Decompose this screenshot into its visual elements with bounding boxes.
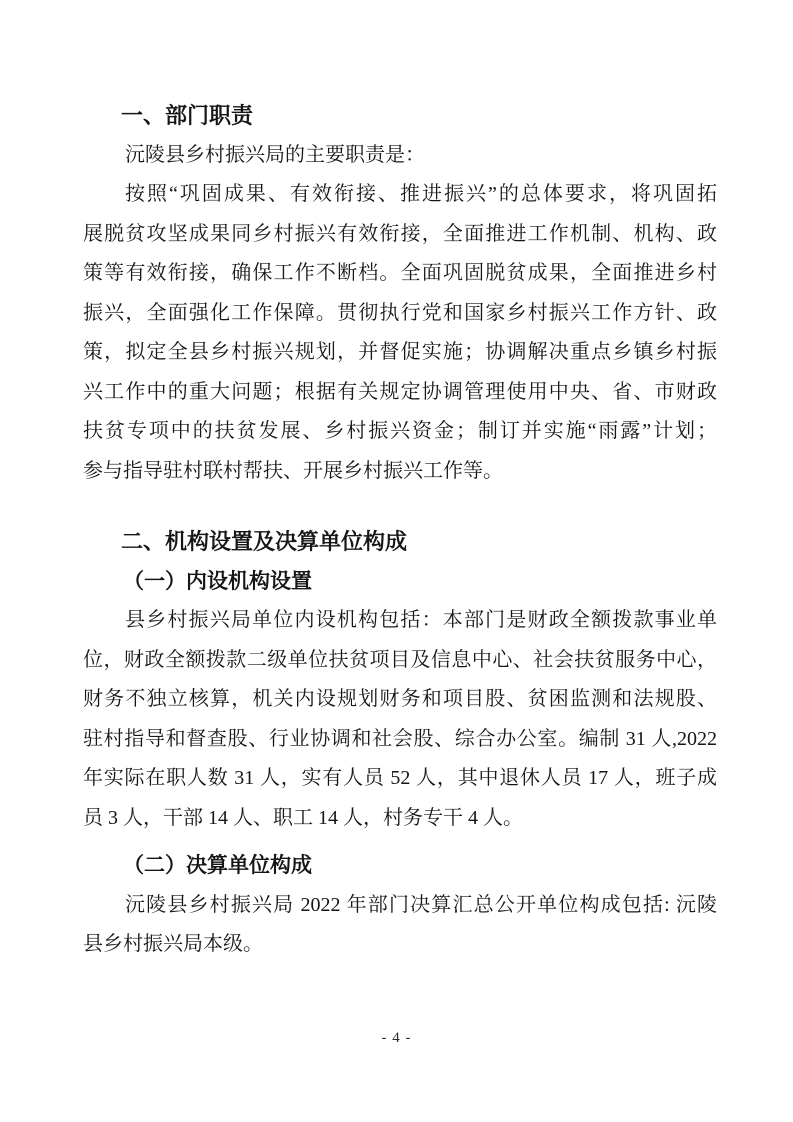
page-number: - 4 - xyxy=(381,1030,412,1046)
text-line: 振兴，全面强化工作保障。贯彻执行党和国家乡村振兴工作方针、政 xyxy=(83,301,717,324)
text-line: 扶贫专项中的扶贫发展、乡村振兴资金；制订并实施“雨露”计划； xyxy=(83,420,717,442)
subsection-heading: （一）内设机构设置 xyxy=(123,568,312,593)
text-line: 策等有效衔接，确保工作不断档。全面巩固脱贫成果，全面推进乡村 xyxy=(83,262,717,284)
section-heading: 二、机构设置及决算单位构成 xyxy=(121,529,408,554)
paragraph xyxy=(83,601,717,838)
text-line: 按照“巩固成果、有效衔接、推进振兴”的总体要求，将巩固拓 xyxy=(125,183,717,205)
text-line: 策，拟定全县乡村振兴规划，并督促实施；协调解决重点乡镇乡村振 xyxy=(83,341,717,363)
text-line: 县乡村振兴局本级。 xyxy=(83,933,263,955)
text-line: 县乡村振兴局单位内设机构包括：本部门是财政全额拨款事业单 xyxy=(125,609,717,631)
subsection-heading: （二）决算单位构成 xyxy=(123,853,312,877)
text-line: 位，财政全额拨款二级单位扶贫项目及信息中心、社会扶贫服务中心， xyxy=(83,648,717,671)
section-heading: 一、部门职责 xyxy=(121,103,254,128)
text-line: 兴工作中的重大问题；根据有关规定协调管理使用中央、省、市财政 xyxy=(83,380,717,403)
text-line: 沅陵县乡村振兴局 2022 年部门决算汇总公开单位构成包括: 沅陵 xyxy=(125,893,717,916)
text-line: 驻村指导和督查股、行业协调和社会股、综合办公室。编制 31 人,2022 xyxy=(83,727,717,750)
text-line: 财务不独立核算，机关内设规划财务和项目股、贫困监测和法规股、 xyxy=(83,688,717,710)
text-line: 沅陵县乡村振兴局的主要职责是： xyxy=(125,143,425,166)
text-line: 展脱贫攻坚成果同乡村振兴有效衔接，全面推进工作机制、机构、政 xyxy=(83,222,717,245)
document-body xyxy=(83,96,717,965)
paragraph xyxy=(83,136,717,176)
text-line: 参与指导驻村联村帮扶、开展乡村振兴工作等。 xyxy=(83,459,503,482)
paragraph xyxy=(83,175,717,491)
paragraph xyxy=(83,886,717,965)
text-line: 年实际在职人数 31 人，实有人员 52 人，其中退休人员 17 人，班子成 xyxy=(83,767,717,789)
text-line: 员 3 人，干部 14 人、职工 14 人，村务专干 4 人。 xyxy=(83,806,523,829)
